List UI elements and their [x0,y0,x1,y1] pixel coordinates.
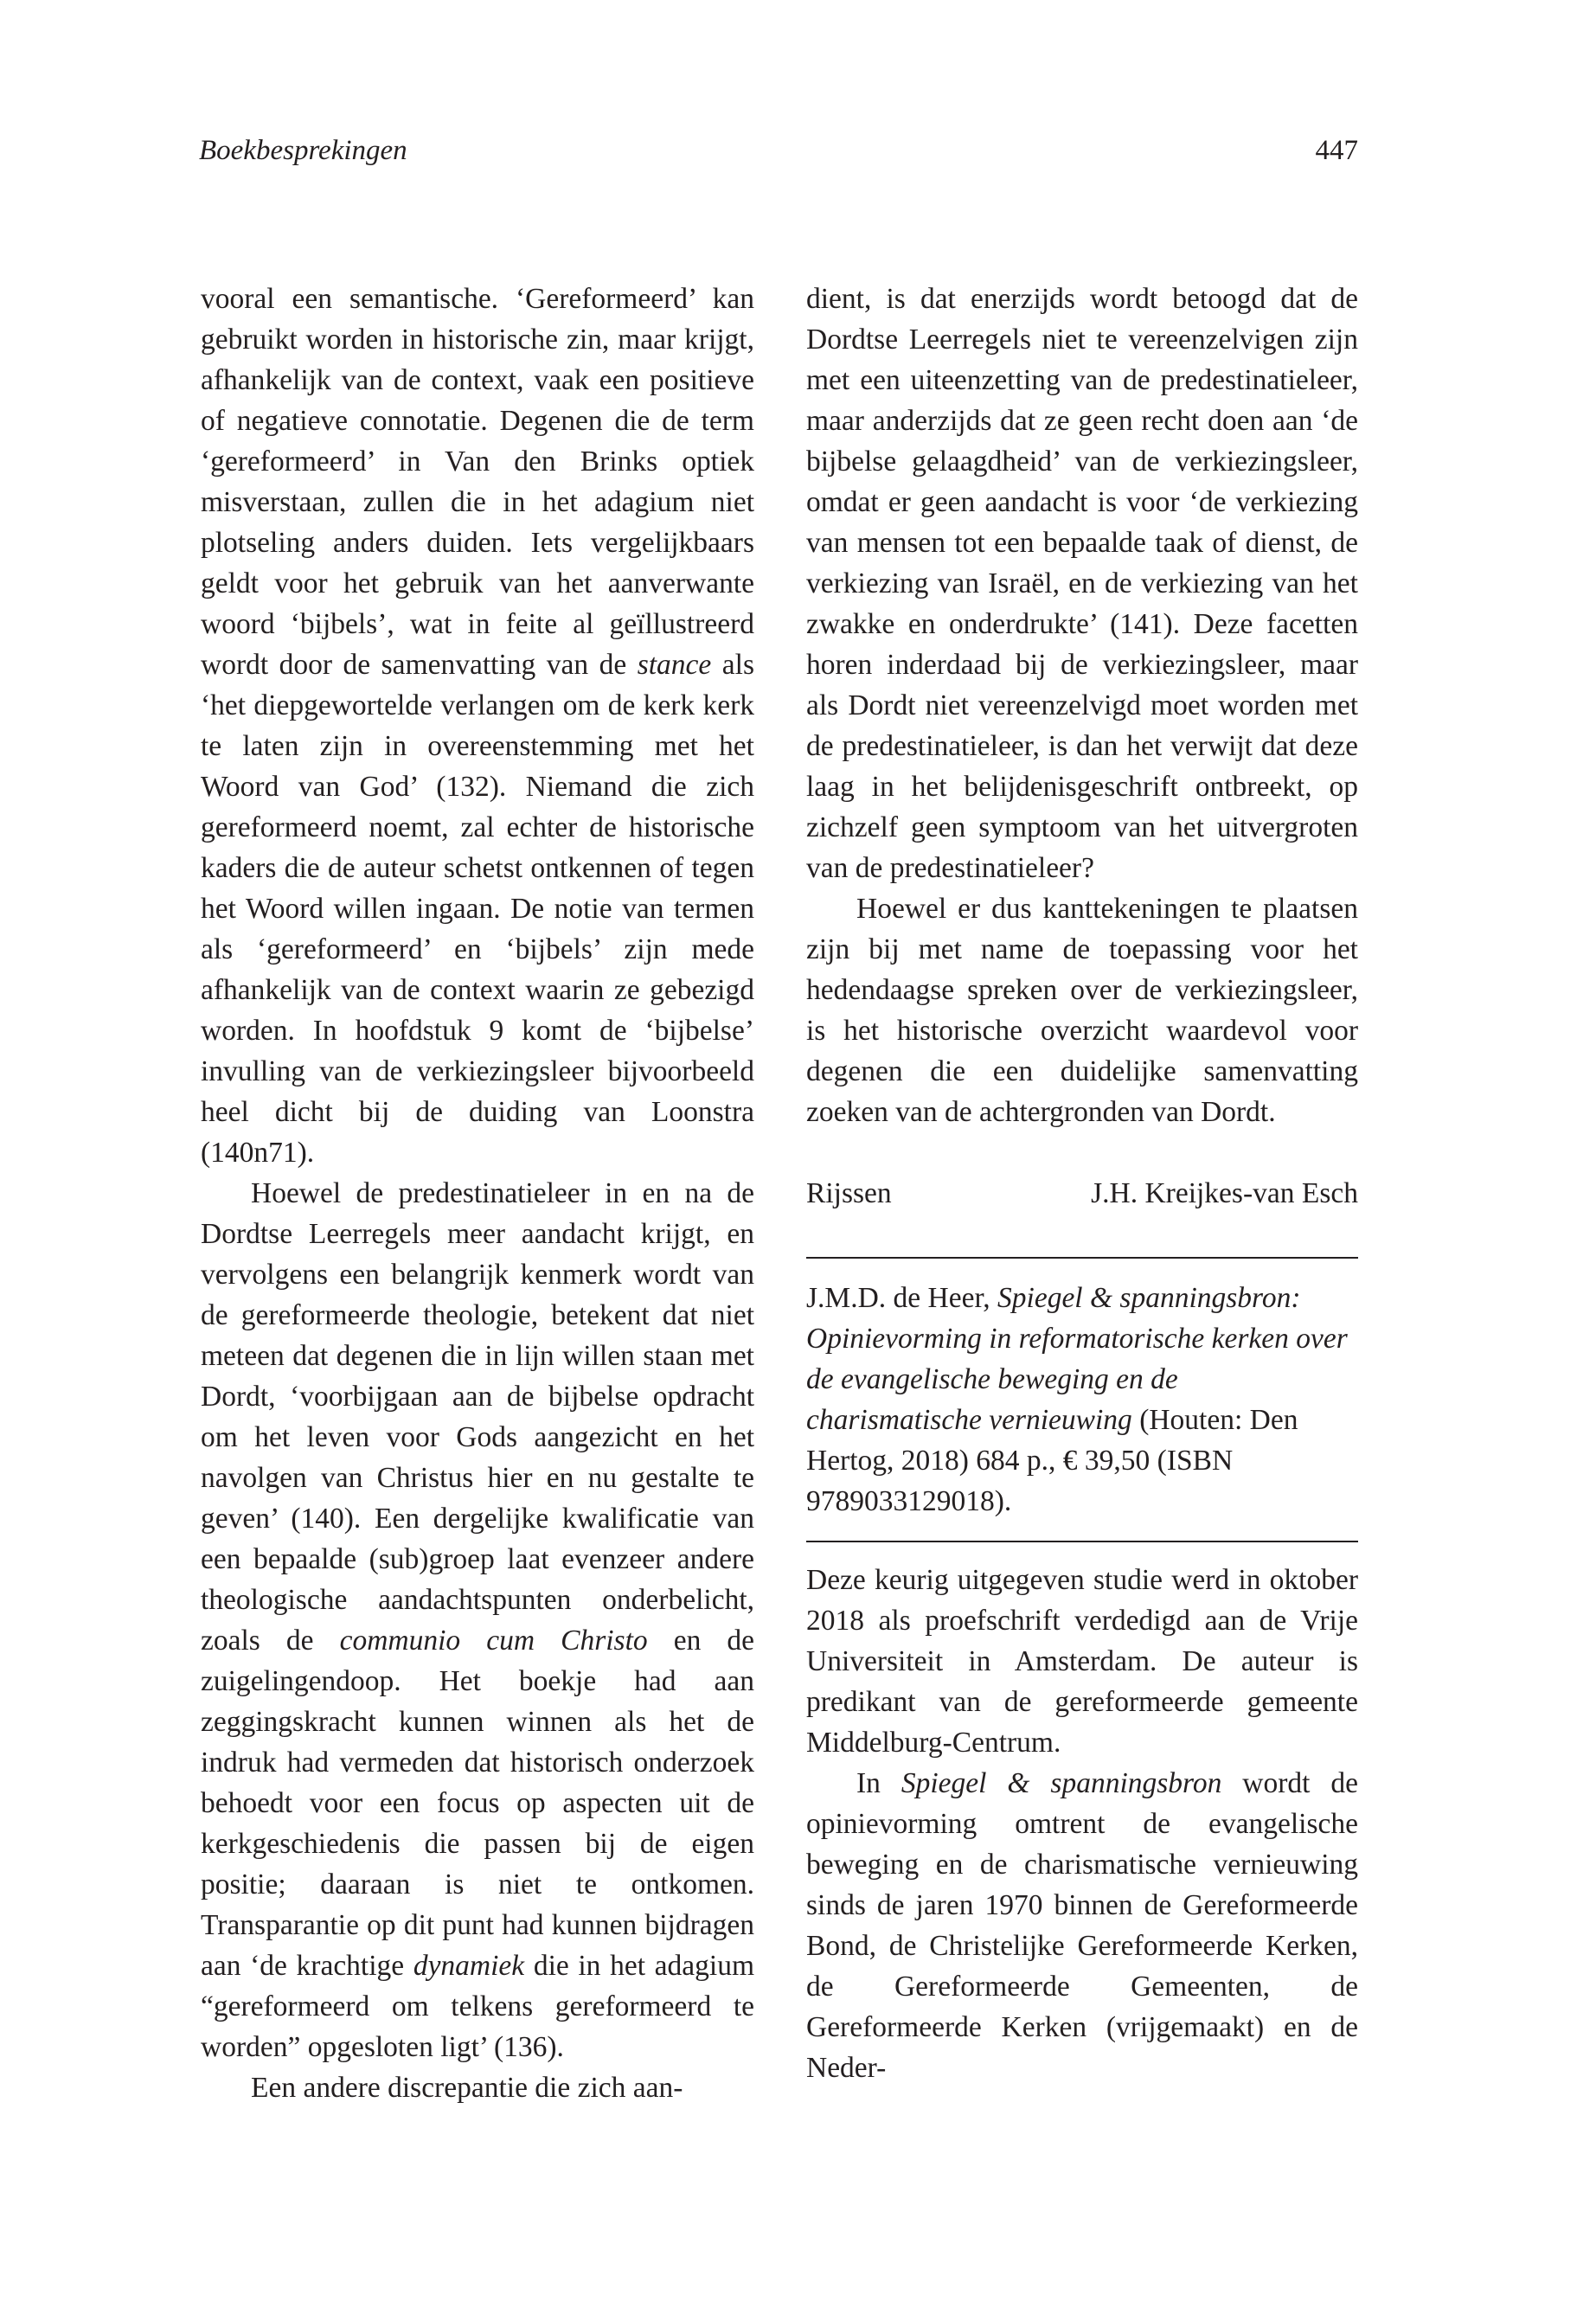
paragraph: Een andere discrepantie die zich aan- [251,2072,683,2104]
page-number: 447 [1315,135,1358,166]
paragraph: Deze keurig uitgegeven studie werd in oktober 2018 als proefschrift verdedigd aan de Vrije Universiteit in Amsterdam. De auteur is predikant van de gereformeerde gemeente Middelburg-Centrum. [806,1564,1358,1759]
divider [806,1257,1358,1259]
paragraph: Hoewel er dus kanttekeningen te plaatsen zijn bij met name de toepassing voor het hedendaagse spreken over de verkiezingsleer, is het historische overzicht waardevol voor degenen die een duidelijke samenvatting zoeken van de achtergronden van Dordt. [806,893,1358,1128]
right-column [806,279,1358,2088]
signature-place: Rijssen [806,1177,892,1209]
paragraph: vooral een semantische. ‘Gereformeerd’ kan gebruikt worden in historische zin, maar krijgt, afhankelijk van de context, vaak een positieve of negatieve connotatie. Degenen die de term ‘gereformeerd’ in Van den Brinks optiek misverstaan, zullen die in het adagium niet plotseling anders duiden. Iets vergelijkbaars geldt voor het gebruik van het aanverwante woord ‘bijbels’, wat in feite al geïllustreerd wordt door de samenvatting van de stance als ‘het diepgewortelde verlangen om de kerk kerk te laten zijn in overeenstemming met het Woord van God’ (132). Niemand die zich gereformeerd noemt, zal echter de historische kaders die de auteur schetst ontkennen of tegen het Woord willen ingaan. De notie van termen als ‘gereformeerd’ en ‘bijbels’ zijn mede afhankelijk van de context waarin ze gebezigd worden. In hoofdstuk 9 komt de ‘bijbelse’ invulling van de verkiezingsleer bijvoorbeeld heel dicht bij de duiding van Loonstra (140n71). [201,283,754,1169]
bibliographic-entry: J.M.D. de Heer, Spiegel & spanningsbron: Opinievorming in reformatorische kerken over de evangelische beweging en de charismatische vernieuwing (Houten: Den Hertog, 2018) 684 p., € 39,50 (ISBN 9789033129018). [806,1282,1348,1517]
divider [806,1541,1358,1542]
signature-name: J.H. Kreijkes-van Esch [1091,1177,1358,1209]
review-signature [806,1173,1358,1214]
paragraph: Hoewel de predestinatieleer in en na de Dordtse Leerregels meer aandacht krijgt, en vervolgens een belangrijk kenmerk wordt van de gereformeerde theologie, betekent dat niet meteen dat degenen die in lijn willen staan met Dordt, ‘voorbijgaan aan de bijbelse opdracht om het leven voor Gods aangezicht en het navolgen van Christus hier en nu gestalte te geven’ (140). Een dergelijke kwalificatie van een bepaalde (sub)groep laat evenzeer andere theologische aandachtspunten onderbelicht, zoals de communio cum Christo en de zuigelingendoop. Het boekje had aan zeggingskracht kunnen winnen als het de indruk had vermeden dat historisch onderzoek behoedt voor een focus op aspecten uit de kerkgeschiedenis die passen bij de eigen positie; daaraan is niet te ontkomen. Transparantie op dit punt had kunnen bijdragen aan ‘de krachtige dynamiek die in het adagium “gereformeerd om telkens gereformeerd te worden” opgesloten ligt’ (136). [201,1177,755,2063]
running-header-title: Boekbesprekingen [199,135,407,166]
paragraph: dient, is dat enerzijds wordt betoogd dat de Dordtse Leerregels niet te vereenzelvigen zijn met een uiteenzetting van de predestinatieleer, maar anderzijds dat ze geen recht doen aan ‘de bijbelse gelaagdheid’ van de verkiezingsleer, omdat er geen aandacht is voor ‘de verkiezing van mensen tot een bepaalde taak of dienst, de verkiezing van Israël, en de verkiezing van het zwakke en onderdrukte’ (141). Deze facetten horen inderdaad bij de verkiezingsleer, maar als Dordt niet vereenzelvigd moet worden met de predestinatieleer, is dan het verwijt dat deze laag in het belijdenisgeschrift ontbreekt, op zichzelf geen symptoom van het uitvergroten van de predestinatieleer? [806,283,1358,884]
left-column [201,279,754,2108]
paragraph: In Spiegel & spanningsbron wordt de opinievorming omtrent de evangelische beweging en de charismatische vernieuwing sinds de jaren 1970 binnen de Gereformeerde Bond, de Christelijke Gereformeerde Kerken, de Gereformeerde Gemeenten, de Gereformeerde Kerken (vrijgemaakt) en de Neder- [806,1767,1359,2084]
